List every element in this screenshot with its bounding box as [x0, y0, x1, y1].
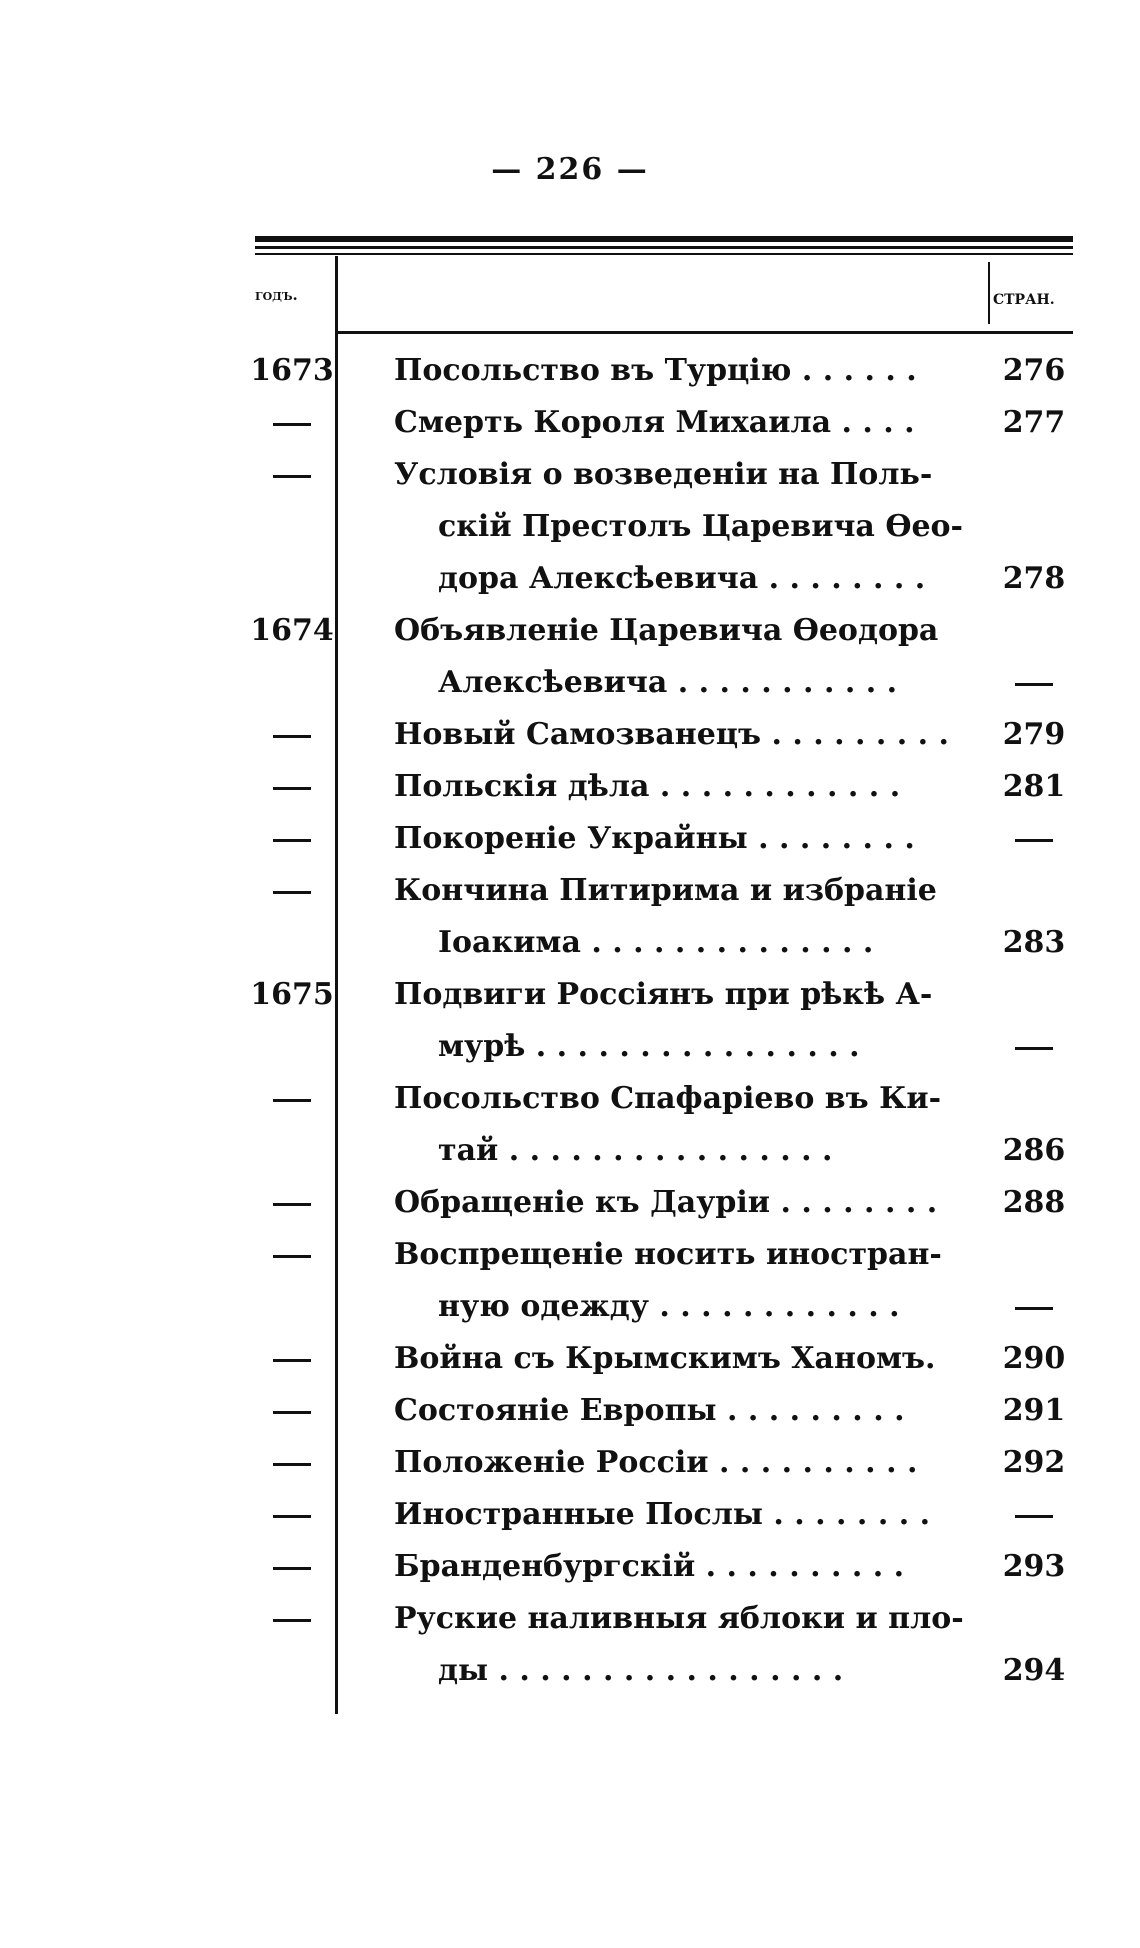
- entry-page: 288: [1002, 1185, 1066, 1220]
- table-row: [248, 1125, 1078, 1177]
- table-row: [248, 1073, 1078, 1125]
- ditto-dash: [273, 423, 311, 426]
- entry-title: Алексѣевича . . . . . . . . . . .: [438, 665, 898, 700]
- entry-title: Объявленіе Царевича Ѳеодора: [394, 613, 939, 648]
- table-row: [248, 449, 1078, 501]
- ditto-dash: [273, 1619, 311, 1622]
- entry-year: [248, 813, 336, 865]
- ditto-dash: [273, 839, 311, 842]
- entry-title: Бранденбургскій . . . . . . . . . .: [394, 1549, 905, 1584]
- entry-title: Іоакима . . . . . . . . . . . . . .: [438, 925, 874, 960]
- table-row: [248, 709, 1078, 761]
- table-row: [248, 1489, 1078, 1541]
- ditto-dash: [273, 891, 311, 894]
- table-row: [248, 1385, 1078, 1437]
- ditto-dash: [273, 1411, 311, 1414]
- entry-page: 293: [1002, 1549, 1066, 1584]
- entry-year: [248, 449, 336, 501]
- entry-year: [248, 397, 336, 449]
- entry-page: 276: [1002, 353, 1066, 388]
- entry-title: дора Алексѣевича . . . . . . . .: [438, 561, 926, 596]
- entry-title: Посольство Спафаріево въ Ки-: [394, 1081, 942, 1116]
- entry-title: Подвиги Россіянъ при рѣкѣ А-: [394, 977, 933, 1012]
- entry-page: [990, 1281, 1078, 1333]
- entry-year: [248, 1437, 336, 1489]
- top-rule-thin: [255, 253, 1073, 255]
- ditto-dash: [1015, 839, 1053, 842]
- table-row: [248, 1541, 1078, 1593]
- entry-page: 294: [1002, 1653, 1066, 1688]
- entry-page: 279: [1002, 717, 1066, 752]
- entry-page: 290: [1002, 1341, 1066, 1376]
- column-header-page: СТРАН.: [993, 292, 1055, 308]
- ditto-dash: [273, 1515, 311, 1518]
- entry-page: 292: [1002, 1445, 1066, 1480]
- entry-year: [248, 1073, 336, 1125]
- entry-year: [248, 1385, 336, 1437]
- entry-title: Условія о возведеніи на Поль-: [394, 457, 933, 492]
- entry-page: [990, 1489, 1078, 1541]
- table-row: [248, 1281, 1078, 1333]
- entry-title: тай . . . . . . . . . . . . . . . .: [438, 1133, 833, 1168]
- ditto-dash: [1015, 1307, 1053, 1310]
- table-row: [248, 917, 1078, 969]
- table-row: [248, 605, 1078, 657]
- entry-year: [248, 1593, 336, 1645]
- entry-year: 1674: [250, 613, 334, 648]
- entry-title: мурѣ . . . . . . . . . . . . . . . .: [438, 1029, 860, 1064]
- entry-year: [248, 1489, 336, 1541]
- page-column-divider: [988, 262, 990, 324]
- entry-year: [248, 1177, 336, 1229]
- entry-title: Польскія дѣла . . . . . . . . . . . .: [394, 769, 901, 804]
- table-row: [248, 865, 1078, 917]
- ditto-dash: [273, 1463, 311, 1466]
- entry-title: Состояніе Европы . . . . . . . . .: [394, 1393, 905, 1428]
- ditto-dash: [1015, 683, 1053, 686]
- table-row: [248, 1593, 1078, 1645]
- table-row: [248, 1333, 1078, 1385]
- top-rule-middle: [255, 246, 1073, 249]
- entry-title: Воспрещеніе носить иностран-: [394, 1237, 942, 1272]
- table-row: [248, 657, 1078, 709]
- ditto-dash: [273, 735, 311, 738]
- table-row: [248, 1177, 1078, 1229]
- ditto-dash: [273, 475, 311, 478]
- entry-title: ную одежду . . . . . . . . . . . .: [438, 1289, 900, 1324]
- ditto-dash: [273, 1567, 311, 1570]
- table-row: [248, 969, 1078, 1021]
- entry-page: 291: [1002, 1393, 1066, 1428]
- table-row: [248, 397, 1078, 449]
- page-number: — 226 —: [491, 152, 649, 187]
- entry-title: Смерть Короля Михаила . . . .: [394, 405, 915, 440]
- table-row: [248, 345, 1078, 397]
- ditto-dash: [273, 1359, 311, 1362]
- ditto-dash: [273, 787, 311, 790]
- entry-title: Обращеніе къ Дауріи . . . . . . . .: [394, 1185, 938, 1220]
- entry-title: Новый Самозванецъ . . . . . . . . .: [394, 717, 949, 752]
- entry-year: [248, 1333, 336, 1385]
- entry-title: скій Престолъ Царевича Ѳео-: [438, 509, 963, 544]
- table-row: [248, 501, 1078, 553]
- entry-title: Руские наливныя яблоки и пло-: [394, 1601, 964, 1636]
- entry-title: Иностранные Послы . . . . . . . .: [394, 1497, 931, 1532]
- entry-title: Положеніе Россіи . . . . . . . . . .: [394, 1445, 918, 1480]
- ditto-dash: [273, 1099, 311, 1102]
- entry-year: 1675: [250, 977, 334, 1012]
- entry-year: [248, 761, 336, 813]
- table-row: [248, 1437, 1078, 1489]
- entry-page: [990, 657, 1078, 709]
- ditto-dash: [273, 1255, 311, 1258]
- top-rule-thick: [255, 236, 1073, 242]
- table-row: [248, 1021, 1078, 1073]
- entry-title: Посольство въ Турцію . . . . . .: [394, 353, 917, 388]
- contents-table: [248, 345, 1078, 1697]
- ditto-dash: [273, 1203, 311, 1206]
- entry-year: [248, 1229, 336, 1281]
- table-row: [248, 813, 1078, 865]
- entry-year: 1673: [250, 353, 334, 388]
- header-rule: [338, 331, 1073, 334]
- entry-page: 278: [1002, 561, 1066, 596]
- entry-title: Покореніе Украйны . . . . . . . .: [394, 821, 915, 856]
- ditto-dash: [1015, 1047, 1053, 1050]
- entry-year: [248, 1541, 336, 1593]
- entry-page: 281: [1002, 769, 1066, 804]
- table-row: [248, 1229, 1078, 1281]
- entry-page: 286: [1002, 1133, 1066, 1168]
- entry-year: [248, 865, 336, 917]
- entry-title: Кончина Питирима и избраніе: [394, 873, 937, 908]
- entry-page: 277: [1002, 405, 1066, 440]
- entry-page: [990, 1021, 1078, 1073]
- table-row: [248, 1645, 1078, 1697]
- table-row: [248, 761, 1078, 813]
- entry-page: [990, 813, 1078, 865]
- entry-title: Война съ Крымскимъ Ханомъ.: [394, 1341, 936, 1376]
- column-header-year: годъ.: [255, 286, 298, 304]
- ditto-dash: [1015, 1515, 1053, 1518]
- entry-title: ды . . . . . . . . . . . . . . . . .: [438, 1653, 844, 1688]
- entry-year: [248, 709, 336, 761]
- table-row: [248, 553, 1078, 605]
- entry-page: 283: [1002, 925, 1066, 960]
